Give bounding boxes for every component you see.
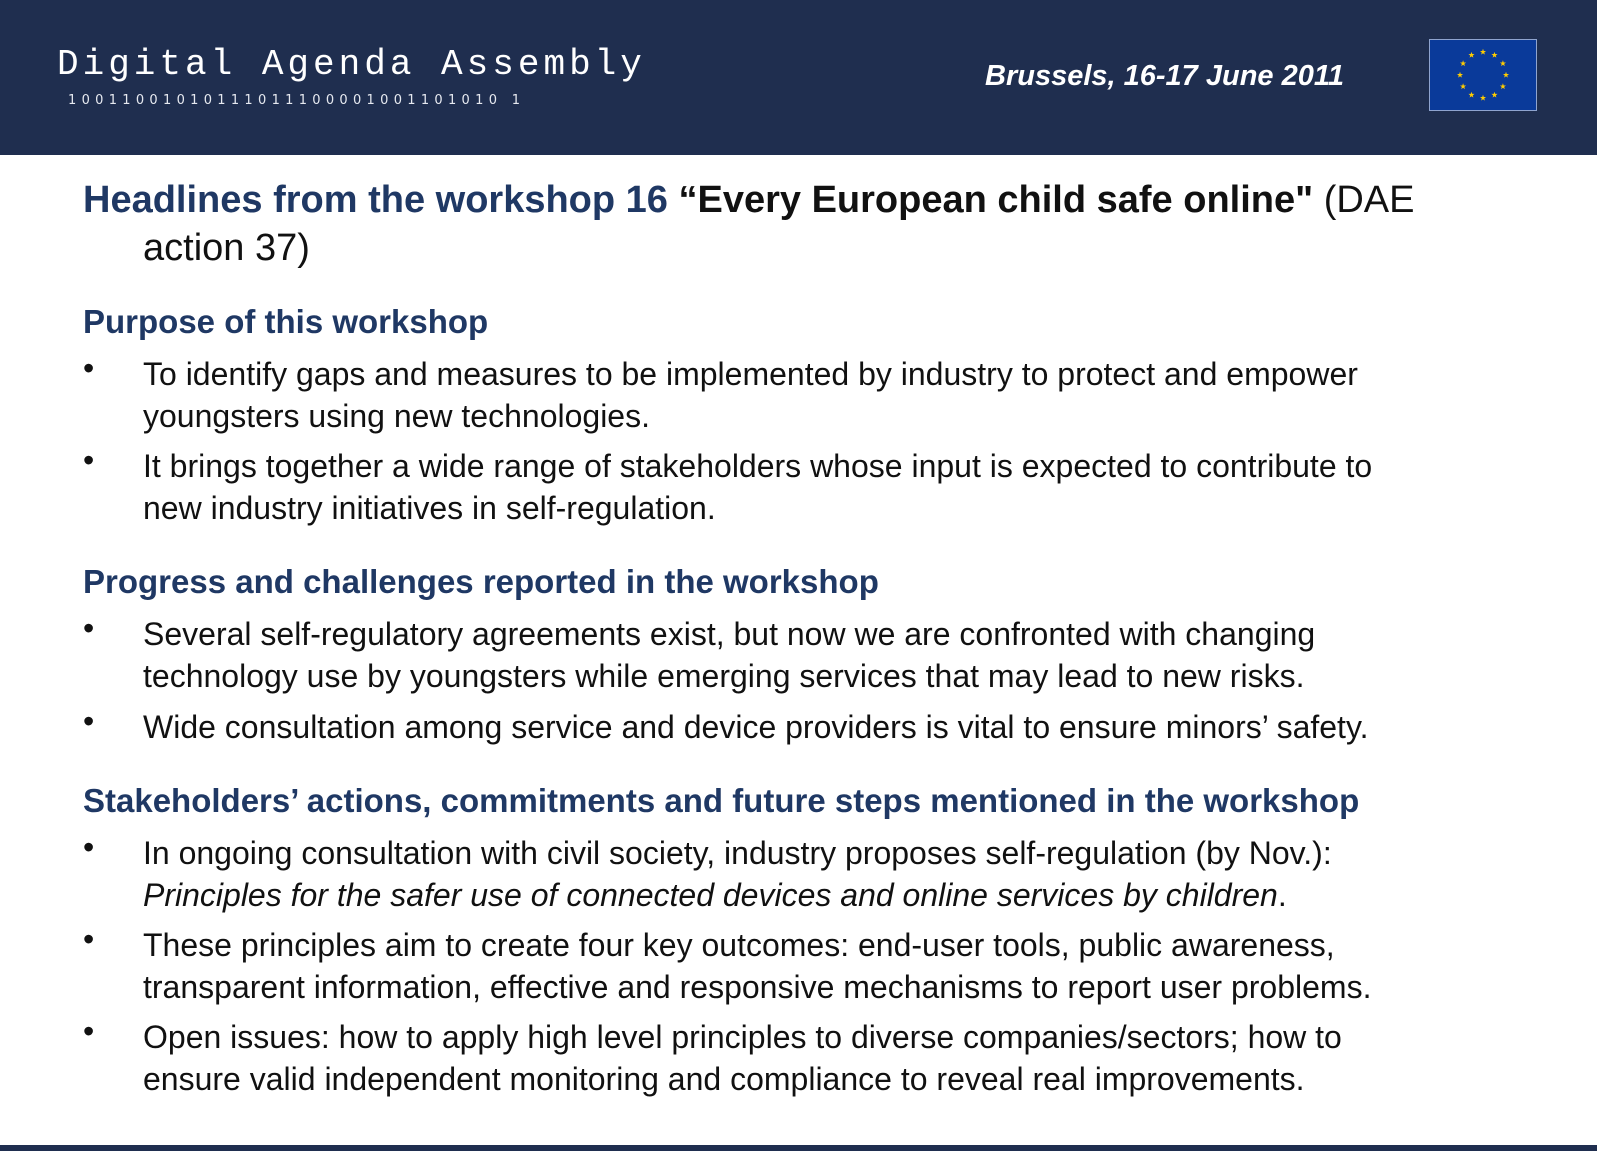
bullet-line: transparent information, effective and responsive mechanisms to report user problems. <box>143 969 1372 1005</box>
footer-rule <box>0 1145 1597 1151</box>
section-heading-progress: Progress and challenges reported in the workshop <box>83 563 879 600</box>
bullet-line: ensure valid independent monitoring and compliance to reveal real improvements. <box>143 1061 1305 1097</box>
bullet-line-2 <box>143 874 1573 916</box>
list-item <box>83 1013 1573 1100</box>
bullet-line: youngsters using new technologies. <box>143 398 650 434</box>
title-quote: “Every European child safe online" <box>678 179 1314 221</box>
event-date: Brussels, 16-17 June 2011 <box>985 60 1344 92</box>
bullet-icon: • <box>83 921 95 957</box>
bullet-line: To identify gaps and measures to be implemented by industry to protect and empower <box>143 356 1358 392</box>
section-heading-stakeholders: Stakeholders’ actions, commitments and future steps mentioned in the workshop <box>83 782 1360 819</box>
brand-title: Digital Agenda Assembly <box>57 44 646 85</box>
bullet-line: technology use by youngsters while emerging services that may lead to new risks. <box>143 658 1305 694</box>
bullet-icon: • <box>83 442 95 478</box>
list-item <box>83 350 1573 437</box>
list-item <box>83 703 1573 748</box>
principles-title: Principles for the safer use of connected devices and online services by children <box>143 877 1278 913</box>
title-line2: action 37) <box>143 227 310 269</box>
bullet-icon: • <box>83 829 95 865</box>
bullet-icon: • <box>83 350 95 386</box>
bullet-line: These principles aim to create four key outcomes: end-user tools, public awareness, <box>143 927 1335 963</box>
bullet-line: Wide consultation among service and device providers is vital to ensure minors’ safety. <box>143 709 1369 745</box>
title-lead: Headlines from the workshop 16 <box>83 179 679 221</box>
bullet-line: Open issues: how to apply high level principles to diverse companies/sectors; how to <box>143 1019 1342 1055</box>
bullet-icon: • <box>83 610 95 646</box>
bullet-icon: • <box>83 703 95 739</box>
list-item <box>83 829 1573 916</box>
list-item <box>83 610 1573 697</box>
bullet-line: new industry initiatives in self-regulation. <box>143 490 716 526</box>
list-item <box>83 442 1573 529</box>
bullet-line: It brings together a wide range of stakeholders whose input is expected to contribute to <box>143 448 1373 484</box>
title-tail: (DAE <box>1313 179 1415 221</box>
slide-title <box>83 176 1563 272</box>
bullet-icon: • <box>83 1013 95 1049</box>
bullet-line: Several self-regulatory agreements exist, but now we are confronted with changing <box>143 616 1316 652</box>
list-item <box>83 921 1573 1008</box>
bullet-line: In ongoing consultation with civil society, industry proposes self-regulation (by Nov.): <box>143 835 1332 871</box>
bullet-line-tail: . <box>1277 877 1287 913</box>
brand-binary-strip: 10011001010111011100001001101010 1 <box>68 93 526 108</box>
section-heading-purpose: Purpose of this workshop <box>83 303 489 340</box>
